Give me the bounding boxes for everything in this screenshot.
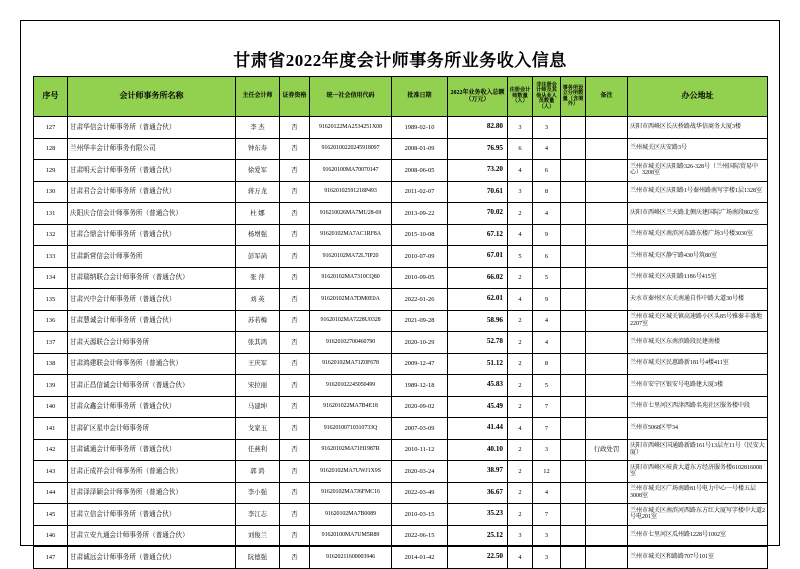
- cell-income: 51.12: [448, 353, 508, 375]
- cell-income: 62.01: [448, 289, 508, 311]
- cell-office-address: 兰州市城关区庆阳路326-328号（兰州国际贸易中心）3208室: [628, 160, 768, 182]
- cell-income: 67.01: [448, 246, 508, 268]
- cell-cert: 否: [280, 289, 310, 311]
- cell-remark: [586, 267, 628, 289]
- cell-income: 67.12: [448, 224, 508, 246]
- header-firm-name: 会计师事务所名称: [68, 77, 236, 117]
- page-title: 甘肃省2022年度会计师事务所业务收入信息: [233, 51, 567, 70]
- cell-firm-name: 甘肃矿区星申会计师事务所: [68, 418, 236, 440]
- cell-firm-name: 甘肃诚远会计师事务所（普通合伙）: [68, 547, 236, 569]
- cell-remark: [586, 461, 628, 483]
- cell-staff-count: 4: [533, 138, 561, 160]
- cell-office-address: 兰州市七里河区西津西路名苑社区服务楼中段: [628, 396, 768, 418]
- cell-credit-code: 91620100710310733Q: [310, 418, 392, 440]
- cell-branch-count: [561, 224, 586, 246]
- cell-branch-count: [561, 310, 586, 332]
- header-approval-date: 批准日期: [392, 77, 448, 117]
- cell-cpa-count: 2: [508, 482, 533, 504]
- cell-seq: 146: [34, 525, 68, 547]
- cell-seq: 147: [34, 547, 68, 569]
- table-row: [34, 224, 768, 246]
- cell-staff-count: 4: [533, 203, 561, 225]
- cell-credit-code: 91620100220245918097: [310, 138, 392, 160]
- cell-credit-code: 91620102MA7DM0E0A: [310, 289, 392, 311]
- cell-income: 70.02: [448, 203, 508, 225]
- table-row: [34, 547, 768, 569]
- cell-staff-count: 7: [533, 418, 561, 440]
- cell-cpa-count: 4: [508, 160, 533, 182]
- cell-credit-code: 91620102MA71H1987R: [310, 439, 392, 461]
- cell-office-address: 庆阳市西峰区岐黄大道东方经济服务楼6102816008室: [628, 461, 768, 483]
- cell-remark: [586, 482, 628, 504]
- cell-staff-count: 5: [533, 267, 561, 289]
- cell-cert: 否: [280, 246, 310, 268]
- table-row: [34, 246, 768, 268]
- cell-cert: 否: [280, 504, 310, 526]
- header-credit-code: 统一社会信用代码: [310, 77, 392, 117]
- cell-seq: 130: [34, 181, 68, 203]
- cell-remark: [586, 525, 628, 547]
- cell-branch-count: [561, 203, 586, 225]
- cell-remark: [586, 396, 628, 418]
- cell-approval-date: 2009-12-47: [392, 353, 448, 375]
- cell-partner: 苏若梅: [236, 310, 280, 332]
- cell-seq: 141: [34, 418, 68, 440]
- cell-cpa-count: 2: [508, 267, 533, 289]
- cell-staff-count: 4: [533, 482, 561, 504]
- header-seq: 序号: [34, 77, 68, 117]
- table-row: [34, 289, 768, 311]
- cell-staff-count: 4: [533, 332, 561, 354]
- cell-partner: 刘俊兰: [236, 525, 280, 547]
- header-partner: 主任会计师: [236, 77, 280, 117]
- cell-partner: 宋拉丽: [236, 375, 280, 397]
- cell-cert: 否: [280, 160, 310, 182]
- cell-branch-count: [561, 504, 586, 526]
- cell-branch-count: [561, 461, 586, 483]
- cell-income: 41.44: [448, 418, 508, 440]
- cell-remark: [586, 117, 628, 139]
- cell-office-address: 兰州市城关区南滨河东路东楼广场3号楼3030室: [628, 224, 768, 246]
- cell-cert: 否: [280, 547, 310, 569]
- cell-partner: 杜 娜: [236, 203, 280, 225]
- cell-office-address: 兰州市城关区民惠路新181号4楼411室: [628, 353, 768, 375]
- cell-credit-code: 91620102700460790: [310, 332, 392, 354]
- header-office-address: 办公地址: [628, 77, 768, 117]
- cell-seq: 143: [34, 461, 68, 483]
- cell-partner: 马建坤: [236, 396, 280, 418]
- cell-seq: 129: [34, 160, 68, 182]
- cell-cpa-count: 2: [508, 353, 533, 375]
- cell-seq: 138: [34, 353, 68, 375]
- table-container: [33, 76, 767, 569]
- cell-branch-count: [561, 418, 586, 440]
- cell-seq: 127: [34, 117, 68, 139]
- table-row: [34, 310, 768, 332]
- cell-staff-count: 3: [533, 117, 561, 139]
- cell-remark: [586, 547, 628, 569]
- cell-cert: 否: [280, 138, 310, 160]
- cell-firm-name: 甘肃瑞纳联合会计师事务所（普通合伙）: [68, 267, 236, 289]
- cell-cert: 否: [280, 396, 310, 418]
- table-row: [34, 138, 768, 160]
- table-row: [34, 353, 768, 375]
- cell-staff-count: 3: [533, 547, 561, 569]
- header-remark: 备注: [586, 77, 628, 117]
- cell-branch-count: [561, 439, 586, 461]
- cell-seq: 140: [34, 396, 68, 418]
- cell-staff-count: 3: [533, 439, 561, 461]
- cell-approval-date: 2013-09-22: [392, 203, 448, 225]
- cell-cpa-count: 2: [508, 396, 533, 418]
- cell-cert: 否: [280, 525, 310, 547]
- cell-office-address: 兰州市城关区静宁路430号筑80室: [628, 246, 768, 268]
- cell-office-address: 兰州市城关区南滨河西路东方红大厦写字楼中大道2号电201室: [628, 504, 768, 526]
- cell-remark: [586, 504, 628, 526]
- cell-partner: 戈家玉: [236, 418, 280, 440]
- cell-branch-count: [561, 396, 586, 418]
- cell-income: 70.61: [448, 181, 508, 203]
- cell-partner: 李江志: [236, 504, 280, 526]
- cell-income: 73.20: [448, 160, 508, 182]
- cell-approval-date: 2022-01-26: [392, 289, 448, 311]
- cell-approval-date: 2014-01-42: [392, 547, 448, 569]
- cell-approval-date: 2021-09-28: [392, 310, 448, 332]
- cell-seq: 137: [34, 332, 68, 354]
- header-branch-count: 事务所设立分所数量（含境外）: [561, 77, 586, 117]
- table-header: [34, 77, 768, 117]
- table-row: [34, 117, 768, 139]
- cell-remark: [586, 138, 628, 160]
- cell-cpa-count: 4: [508, 289, 533, 311]
- cell-remark: [586, 224, 628, 246]
- table-row: [34, 203, 768, 225]
- cell-credit-code: 91620211600003946: [310, 547, 392, 569]
- cell-firm-name: 甘肃正昌信诚会计师事务所（普通合伙）: [68, 375, 236, 397]
- cell-approval-date: 2015-10-08: [392, 224, 448, 246]
- cell-seq: 133: [34, 246, 68, 268]
- cell-branch-count: [561, 138, 586, 160]
- cell-credit-code: 91620102MA7310CQ80: [310, 267, 392, 289]
- cell-seq: 139: [34, 375, 68, 397]
- table-row: [34, 418, 768, 440]
- cell-office-address: 庆阳市西峰区国通路新路161号13层左11号（民安大厦）: [628, 439, 768, 461]
- cell-income: 22.50: [448, 547, 508, 569]
- cell-firm-name: 甘肃泽泽颖会计师事务所（普通合伙）: [68, 482, 236, 504]
- cell-cert: 否: [280, 332, 310, 354]
- cell-approval-date: 2010-11-12: [392, 439, 448, 461]
- cell-staff-count: 12: [533, 461, 561, 483]
- cell-firm-name: 甘肃合鼎会计师事务所（普通合伙）: [68, 224, 236, 246]
- cell-staff-count: 6: [533, 160, 561, 182]
- cell-seq: 145: [34, 504, 68, 526]
- cell-seq: 144: [34, 482, 68, 504]
- header-cpa-count: 注册会计师数量（人）: [508, 77, 533, 117]
- cell-branch-count: [561, 353, 586, 375]
- cell-income: 66.02: [448, 267, 508, 289]
- cell-partner: 彭军菡: [236, 246, 280, 268]
- cell-income: 52.78: [448, 332, 508, 354]
- header-cert: 证券资格: [280, 77, 310, 117]
- cell-income: 58.96: [448, 310, 508, 332]
- cell-cert: 否: [280, 181, 310, 203]
- cell-office-address: 兰州市5068区甲34: [628, 418, 768, 440]
- cell-approval-date: 2008-06-05: [392, 160, 448, 182]
- cell-remark: [586, 375, 628, 397]
- cell-partner: 徐爱军: [236, 160, 280, 182]
- cell-branch-count: [561, 160, 586, 182]
- cell-approval-date: 2020-10-29: [392, 332, 448, 354]
- table-row: [34, 181, 768, 203]
- cell-cpa-count: 4: [508, 547, 533, 569]
- cell-firm-name: 甘肃正成祥会计师事务所（普通合伙）: [68, 461, 236, 483]
- cell-branch-count: [561, 181, 586, 203]
- cell-approval-date: 2007-03-09: [392, 418, 448, 440]
- table-body: [34, 117, 768, 569]
- cell-cert: 否: [280, 353, 310, 375]
- cell-income: 25.12: [448, 525, 508, 547]
- cell-firm-name: 兰州华丰会计师事务有限公司: [68, 138, 236, 160]
- cell-firm-name: 甘肃明天会计师事务所（普通合伙）: [68, 160, 236, 182]
- table-row: [34, 439, 768, 461]
- cell-staff-count: 9: [533, 224, 561, 246]
- cell-branch-count: [561, 332, 586, 354]
- cell-branch-count: [561, 525, 586, 547]
- cell-staff-count: 7: [533, 396, 561, 418]
- cell-income: 45.49: [448, 396, 508, 418]
- cell-approval-date: 2010-03-15: [392, 504, 448, 526]
- cell-cpa-count: 2: [508, 461, 533, 483]
- cell-firm-name: 庆阳庆合信会计师事务所（普通合伙）: [68, 203, 236, 225]
- table-row: [34, 396, 768, 418]
- cell-firm-name: 甘肃慧诚会计师事务所（普通合伙）: [68, 310, 236, 332]
- cell-remark: [586, 418, 628, 440]
- cell-firm-name: 甘肃天源联合会计师事务所: [68, 332, 236, 354]
- cell-credit-code: 91620102MA7B0089: [310, 504, 392, 526]
- cell-cert: 否: [280, 461, 310, 483]
- cell-partner: 李小强: [236, 482, 280, 504]
- table-row: [34, 267, 768, 289]
- cell-partner: 蒋万龙: [236, 181, 280, 203]
- cell-credit-code: 91620102MA7UWJ1X9S: [310, 461, 392, 483]
- cell-partner: 阮德强: [236, 547, 280, 569]
- cell-office-address: 兰州市城关区东南滨路段民建南楼: [628, 332, 768, 354]
- cell-staff-count: 5: [533, 375, 561, 397]
- cell-firm-name: 甘肃立安九通会计师事务所（普通合伙）: [68, 525, 236, 547]
- cell-approval-date: 1989-02-10: [392, 117, 448, 139]
- cell-office-address: 庆阳市西峰区兰天路北侧庆建国际广场南段802室: [628, 203, 768, 225]
- cell-branch-count: [561, 482, 586, 504]
- cell-approval-date: 2020-09-02: [392, 396, 448, 418]
- cell-income: 40.10: [448, 439, 508, 461]
- cell-staff-count: 8: [533, 181, 561, 203]
- cell-firm-name: 甘肃诚通会计师事务所（普通合伙）: [68, 439, 236, 461]
- cell-firm-name: 甘肃立信会计师事务所（普通合伙）: [68, 504, 236, 526]
- cell-cert: 否: [280, 267, 310, 289]
- cell-approval-date: 2020-03-24: [392, 461, 448, 483]
- cell-income: 76.95: [448, 138, 508, 160]
- cell-partner: 王庆军: [236, 353, 280, 375]
- cell-office-address: 兰州市城关区庆阳路1186号415室: [628, 267, 768, 289]
- cell-cpa-count: 5: [508, 246, 533, 268]
- cell-approval-date: 2022-03-49: [392, 482, 448, 504]
- cell-partner: 张 萍: [236, 267, 280, 289]
- cell-office-address: 兰州城关区庆安路3号: [628, 138, 768, 160]
- cell-office-address: 庆阳市西峰区长庆桥路战华信商务大厦3楼: [628, 117, 768, 139]
- cell-cert: 否: [280, 439, 310, 461]
- cell-remark: [586, 160, 628, 182]
- cell-credit-code: 916210026MA7MU28-69: [310, 203, 392, 225]
- cell-partner: 任燕利: [236, 439, 280, 461]
- cell-remark: [586, 353, 628, 375]
- cell-approval-date: 2011-02-07: [392, 181, 448, 203]
- cell-office-address: 兰州市安宁区银安号电路建大厦3楼: [628, 375, 768, 397]
- cell-cert: 否: [280, 203, 310, 225]
- cell-staff-count: 9: [533, 289, 561, 311]
- cell-staff-count: 4: [533, 310, 561, 332]
- cell-credit-code: 91620102MA72L7IP20: [310, 246, 392, 268]
- cell-branch-count: [561, 375, 586, 397]
- cell-cert: 否: [280, 310, 310, 332]
- cell-credit-code: 91620102MA7228U0328: [310, 310, 392, 332]
- cell-seq: 142: [34, 439, 68, 461]
- cell-approval-date: 2008-01-09: [392, 138, 448, 160]
- table-row: [34, 525, 768, 547]
- cell-cpa-count: 3: [508, 181, 533, 203]
- cell-cpa-count: 2: [508, 439, 533, 461]
- cell-office-address: 兰州市城关区广场南路81号电力中心一号楼五层3008室: [628, 482, 768, 504]
- cell-cert: 否: [280, 224, 310, 246]
- table-row: [34, 160, 768, 182]
- cell-cpa-count: 4: [508, 224, 533, 246]
- cell-firm-name: 甘肃华信会计师事务所（普通合伙）: [68, 117, 236, 139]
- cell-remark: [586, 203, 628, 225]
- cell-cert: 否: [280, 117, 310, 139]
- cell-cert: 否: [280, 418, 310, 440]
- cell-credit-code: 91620102591218P493: [310, 181, 392, 203]
- cell-income: 45.83: [448, 375, 508, 397]
- header-staff-count: 非注册会计师及其他从业人员数量（人）: [533, 77, 561, 117]
- cell-partner: 杨增强: [236, 224, 280, 246]
- cell-remark: [586, 289, 628, 311]
- cell-partner: 刘 英: [236, 289, 280, 311]
- cell-cpa-count: 3: [508, 117, 533, 139]
- cell-credit-code: 91620102MA7J6FMC16: [310, 482, 392, 504]
- firm-income-table: [33, 76, 768, 569]
- cell-remark: [586, 310, 628, 332]
- cell-cpa-count: 2: [508, 504, 533, 526]
- cell-cpa-count: 2: [508, 203, 533, 225]
- cell-income: 38.97: [448, 461, 508, 483]
- cell-income: 36.67: [448, 482, 508, 504]
- cell-seq: 135: [34, 289, 68, 311]
- cell-firm-name: 甘肃兴中会计师事务所（普通合伙）: [68, 289, 236, 311]
- cell-seq: 128: [34, 138, 68, 160]
- cell-cert: 否: [280, 375, 310, 397]
- cell-firm-name: 甘肃新营信会计师事务所: [68, 246, 236, 268]
- cell-remark: 行政处罚: [586, 439, 628, 461]
- cell-branch-count: [561, 547, 586, 569]
- cell-partner: 钟东寿: [236, 138, 280, 160]
- cell-credit-code: 91620122MA2534251X08: [310, 117, 392, 139]
- table-row: [34, 504, 768, 526]
- cell-cpa-count: 3: [508, 525, 533, 547]
- cell-credit-code: 91620100MA7UM5R89: [310, 525, 392, 547]
- cell-branch-count: [561, 117, 586, 139]
- cell-office-address: 兰州市城关区城关镇高速路小区头85号雅秦丰盛地2207室: [628, 310, 768, 332]
- cell-approval-date: 2010-09-05: [392, 267, 448, 289]
- cell-cert: 否: [280, 482, 310, 504]
- cell-branch-count: [561, 289, 586, 311]
- cell-credit-code: 91620102245050499: [310, 375, 392, 397]
- cell-seq: 134: [34, 267, 68, 289]
- cell-cpa-count: 2: [508, 375, 533, 397]
- cell-firm-name: 甘肃君合会计师事务所（普通合伙）: [68, 181, 236, 203]
- table-row: [34, 375, 768, 397]
- header-income: 2022年业务收入总额（万元）: [448, 77, 508, 117]
- cell-income: 35.23: [448, 504, 508, 526]
- cell-credit-code: 91620102MA71Z0F678: [310, 353, 392, 375]
- cell-remark: [586, 181, 628, 203]
- cell-staff-count: 7: [533, 504, 561, 526]
- header-row: [34, 77, 768, 117]
- cell-seq: 132: [34, 224, 68, 246]
- table-row: [34, 482, 768, 504]
- cell-credit-code: 91620102MA7AC1RF8A: [310, 224, 392, 246]
- cell-cpa-count: 4: [508, 418, 533, 440]
- table-row: [34, 332, 768, 354]
- cell-partner: 郭 鸿: [236, 461, 280, 483]
- cell-office-address: 兰州市城关区和路路707号101室: [628, 547, 768, 569]
- cell-cpa-count: 2: [508, 332, 533, 354]
- cell-credit-code: 916201022MA7B4E18: [310, 396, 392, 418]
- cell-office-address: 兰州市城关区庆阳路1号秦州路南写字楼1层1328室: [628, 181, 768, 203]
- cell-approval-date: 1989-12-18: [392, 375, 448, 397]
- cell-remark: [586, 332, 628, 354]
- cell-partner: 张其鸿: [236, 332, 280, 354]
- cell-firm-name: 甘肃鸿建联会计师事务所（普通合伙）: [68, 353, 236, 375]
- cell-staff-count: 6: [533, 246, 561, 268]
- cell-cpa-count: 6: [508, 138, 533, 160]
- cell-approval-date: 2022-06-15: [392, 525, 448, 547]
- table-row: [34, 461, 768, 483]
- cell-partner: 李 杰: [236, 117, 280, 139]
- cell-approval-date: 2010-07-09: [392, 246, 448, 268]
- cell-seq: 136: [34, 310, 68, 332]
- cell-seq: 131: [34, 203, 68, 225]
- cell-firm-name: 甘肃众鑫会计师事务所（普通合伙）: [68, 396, 236, 418]
- cell-staff-count: 3: [533, 525, 561, 547]
- cell-remark: [586, 246, 628, 268]
- cell-branch-count: [561, 246, 586, 268]
- cell-office-address: 天水市秦州区东关南通自作中路大道30号楼: [628, 289, 768, 311]
- cell-staff-count: 8: [533, 353, 561, 375]
- cell-branch-count: [561, 267, 586, 289]
- cell-cpa-count: 2: [508, 310, 533, 332]
- cell-income: 82.80: [448, 117, 508, 139]
- cell-office-address: 兰州市七里河区瓜州路1228号1002室: [628, 525, 768, 547]
- cell-credit-code: 91620100MA70070147: [310, 160, 392, 182]
